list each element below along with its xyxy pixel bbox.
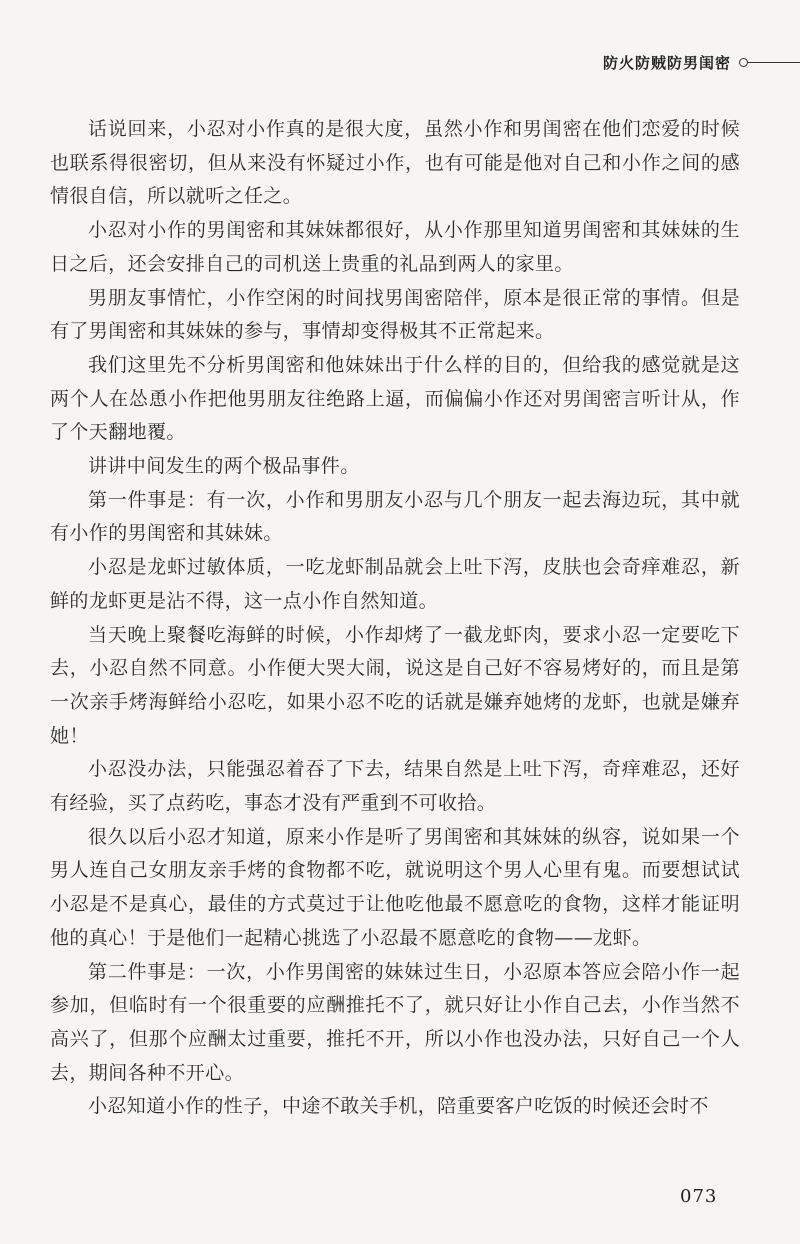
running-head [603,52,800,73]
paragraph: 小忍知道小作的性子，中途不敢关手机，陪重要客户吃饭的时候还会时不 [88,1095,709,1118]
paragraph: 第二件事是：一次，小作男闺密的妹妹过生日，小忍原本答应会陪小作一起参加，但临时有一个很重要的应酬推托不了，就只好让小作自己去，小作当然不高兴了，但那个应酬太过重要，推托不开，所以小作也没办法，只好自己一个人去，期间各种不开心。 [50,960,740,1084]
paragraph: 小忍没办法，只能强忍着吞了下去，结果自然是上吐下泻，奇痒难忍，还好有经验，买了点药吃，事态才没有严重到不可收拾。 [50,758,740,815]
paragraph: 小忍对小作的男闺密和其妹妹都很好，从小作那里知道男闺密和其妹妹的生日之后，还会安排自己的司机送上贵重的礼品到两人的家里。 [50,219,740,275]
page-number: 073 [680,1186,718,1207]
paragraph: 讲讲中间发生的两个极品事件。 [88,455,360,478]
header-rule [748,62,800,63]
body-text [50,113,740,1124]
running-head-title: 防火防贼防男闺密 [602,54,731,72]
paragraph: 第一件事是：有一次，小作和男朋友小忍与几个朋友一起去海边玩，其中就有小作的男闺密和其妹妹。 [50,488,740,545]
paragraph: 很久以后小忍才知道，原来小作是听了男闺密和其妹妹的纵容，说如果一个男人连自己女朋友亲手烤的食物都不吃，就说明这个男人心里有鬼。而要想试试小忍是不是真心，最佳的方式莫过于让他吃他最不愿意吃的食物，这样才能证明他的真心！于是他们一起精心挑选了小忍最不愿意吃的食物——龙虾。 [50,825,740,949]
circle-ornament-icon [739,58,748,67]
paragraph: 男朋友事情忙，小作空闲的时间找男闺密陪伴，原本是很正常的事情。但是有了男闺密和其妹妹的参与，事情却变得极其不正常起来。 [50,286,740,343]
paragraph: 我们这里先不分析男闺密和他妹妹出于什么样的目的，但给我的感觉就是这两个人在怂恿小作把他男朋友往绝路上逼，而偏偏小作还对男闺密言听计从，作了个天翻地覆。 [50,353,740,444]
paragraph: 小忍是龙虾过敏体质，一吃龙虾制品就会上吐下泻，皮肤也会奇痒难忍，新鲜的龙虾更是沾不得，这一点小作自然知道。 [50,556,740,612]
paragraph: 当天晚上聚餐吃海鲜的时候，小作却烤了一截龙虾肉，要求小忍一定要吃下去，小忍自然不同意。小作便大哭大闹，说这是自己好不容易烤好的，而且是第一次亲手烤海鲜给小忍吃，如果小忍不吃的话就是嫌弃她烤的龙虾，也就是嫌弃她！ [50,623,740,747]
paragraph: 话说回来，小忍对小作真的是很大度，虽然小作和男闺密在他们恋爱的时候也联系得很密切，但从来没有怀疑过小作，也有可能是他对自己和小作之间的感情很自信，所以就听之任之。 [50,118,740,208]
